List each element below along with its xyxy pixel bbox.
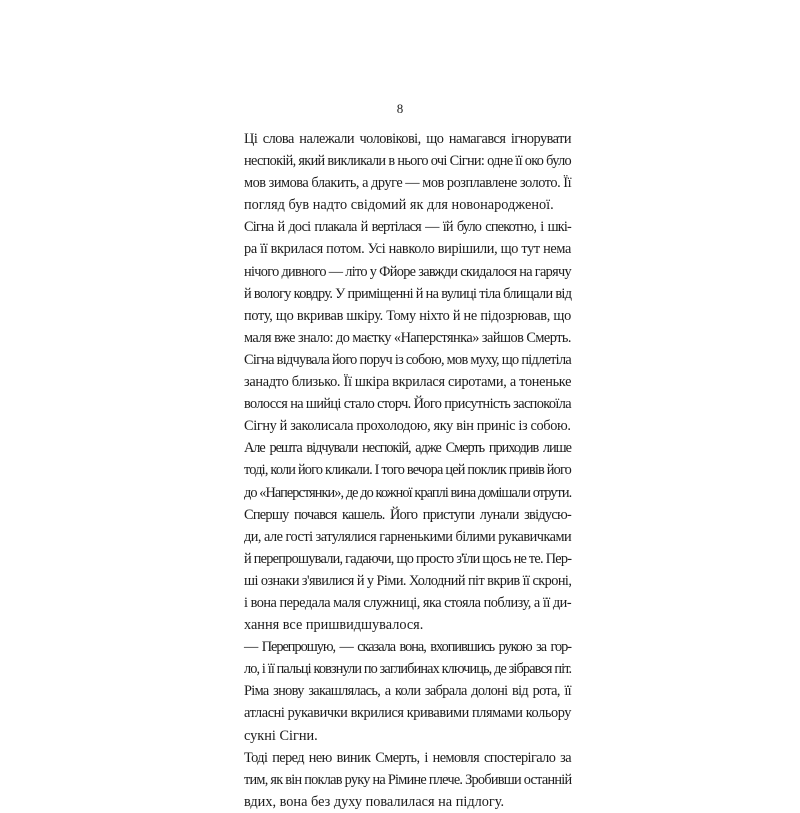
text-line: і вона передала маля служниці, яка стояла поблизу, а її ди- — [244, 594, 572, 611]
text-line: нічого дивного — літо у Фйоре завжди скидалося на гарячу — [244, 263, 571, 280]
text-line: погляд був надто свідомий як для новонародженої. — [244, 197, 554, 214]
text-line: Сігну й заколисала прохолодою, яку він приніс із собою. — [244, 418, 571, 435]
paragraph-4 — [229, 504, 571, 637]
text-line: вдих, вона без духу повалилася на підлогу. — [244, 793, 505, 810]
text-line: ди, але гості затулялися гарненькими білими рукавичками — [244, 528, 572, 545]
text-line: мов зимова блакить, а друге — мов розплавлене золото. Її — [244, 175, 572, 192]
text-line: тоді, коли його кликали. І того вечора цей поклик привів його — [244, 462, 571, 479]
text-line: поту, що вкривав шкіру. Тому ніхто й не підозрював, що — [244, 307, 571, 324]
text-line: Але решта відчували неспокій, адже Смерть приходив лише — [244, 440, 571, 457]
text-line: й вологу ковдру. У приміщенні й на вулиці тіла блищали від — [244, 285, 572, 302]
paragraph-2 — [229, 216, 571, 437]
page-number: 8 — [396, 101, 404, 116]
text-line: маля вже знало: до маєтку «Наперстянка» зайшов Смерть. — [244, 329, 571, 346]
text-line: Ріма знову закашлялась, а коли забрала долоні від рота, її — [244, 683, 571, 700]
text-line: й перепрошували, гадаючи, що просто з'їли щось не те. Пер- — [244, 550, 572, 567]
text-line: тим, як він поклав руку на Рімине плече. Зробивши останній — [244, 771, 572, 788]
text-line: волосся на шийці стало сторч. Його присутність заспокоїла — [244, 396, 571, 413]
paragraph-6 — [229, 680, 571, 746]
text-line: ра її вкрилася потом. Усі навколо вирішили, що тут нема — [244, 241, 572, 258]
text-line: Спершу почався кашель. Його приступи лунали звідусю- — [244, 506, 571, 523]
paragraph-3 — [229, 437, 571, 503]
text-line: Тоді перед нею виник Смерть, і немовля спостерігало за — [244, 749, 571, 766]
paragraph-5 — [229, 636, 571, 680]
text-line: неспокій, який викликали в нього очі Сігни: одне її око було — [244, 153, 571, 170]
text-line: сукні Сігни. — [244, 727, 318, 744]
text-line: ші ознаки з'явилися й у Ріми. Холодний піт вкрив її скроні, — [244, 572, 572, 589]
text-line: Ці слова належали чоловікові, що намагався ігнорувати — [244, 131, 571, 147]
text-line: атласні рукавички вкрилися кривавими плямами кольору — [244, 705, 571, 722]
paragraph-1 — [229, 128, 571, 216]
text-line: хання все пришвидшувалося. — [244, 617, 424, 634]
text-line: Сігна й досі плакала й вертілася — їй було спекотно, і шкі- — [244, 219, 571, 236]
text-line: занадто близько. Її шкіра вкрилася сиротами, а тоненьке — [244, 374, 572, 391]
body-text — [229, 128, 571, 813]
paragraph-7 — [229, 747, 571, 813]
text-line: до «Наперстянки», де до кожної краплі вина домішали отрути. — [244, 484, 572, 501]
text-line: Сігна відчувала його поруч із собою, мов муху, що підлетіла — [244, 351, 572, 368]
text-line: ло, і її пальці ковзнули по заглибинах ключиць, де зібрався піт. — [244, 661, 572, 678]
text-line: — Перепрошую, — сказала вона, вхопившись рукою за гор- — [244, 639, 571, 656]
